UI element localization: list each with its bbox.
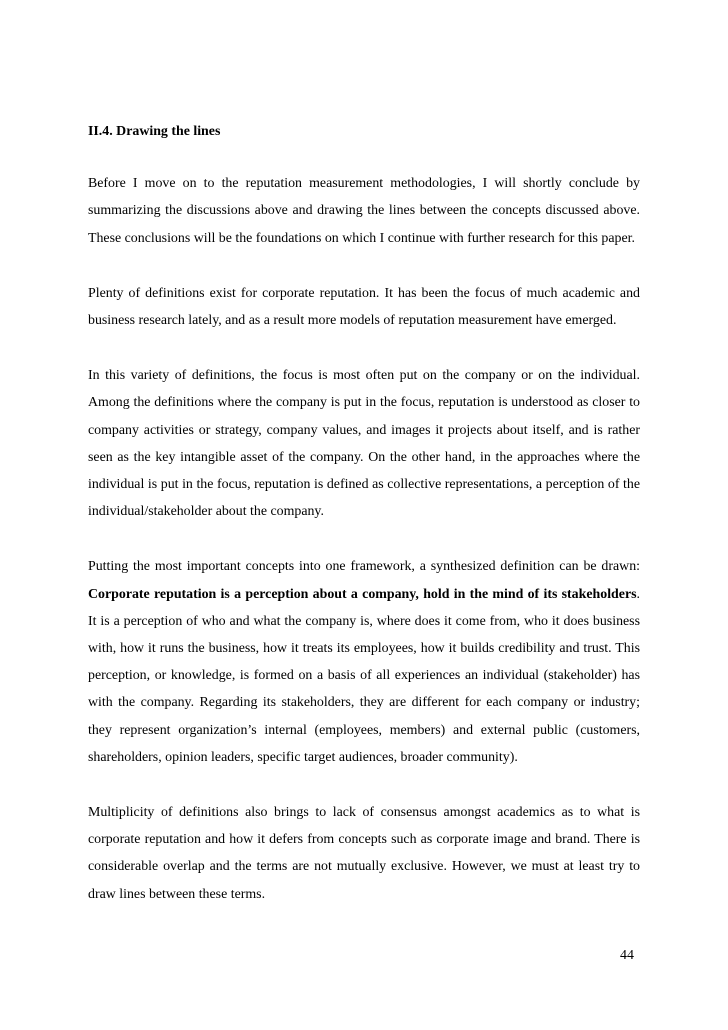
- definition-bold: Corporate reputation is a perception about a company, hold in the mind of its stakeholders: [88, 586, 637, 602]
- paragraph-2: Plenty of definitions exist for corporate reputation. It has been the focus of much academic and business research lately, and as a result more models of reputation measurement have emerged.: [88, 285, 640, 329]
- paragraph-5: Multiplicity of definitions also brings to lack of consensus amongst academics as to what is corporate reputation and how it defers from concepts such as corporate image and brand. There is considerable overlap and the terms are not mutually exclusive. However, we must at least try to draw lines between these terms.: [88, 805, 640, 902]
- section-heading: II.4. Drawing the lines: [88, 124, 221, 139]
- page-content: [88, 118, 640, 936]
- paragraph-4-intro: Putting the most important concepts into one framework, a synthesized definition can be drawn:: [88, 559, 640, 575]
- paragraph-1: Before I move on to the reputation measurement methodologies, I will shortly conclude by summarizing the discussions above and drawing the lines between the concepts discussed above. These conclusions will be the foundations on which I continue with further research for this paper.: [88, 176, 640, 246]
- paragraph-4: [88, 553, 640, 771]
- paragraph-4-rest: . It is a perception of who and what the company is, where does it come from, who it does business with, how it runs the business, how it treats its employees, how it builds credibility and trust. This perception, or knowledge, is formed on a basis of all experiences an individual (stakeholder) has with the company. Regarding its stakeholders, they are different for each company or industry; they represent organization’s internal (employees, members) and external public (customers, shareholders, opinion leaders, specific target audiences, broader community).: [88, 586, 640, 765]
- paragraph-3: In this variety of definitions, the focus is most often put on the company or on the individual. Among the definitions where the company is put in the focus, reputation is understood as closer to company activities or strategy, company values, and images it projects about itself, and is rather seen as the key intangible asset of the company. On the other hand, in the approaches where the individual is put in the focus, reputation is defined as collective representations, a perception of the individual/stakeholder about the company.: [88, 368, 640, 520]
- page-number: 44: [620, 948, 634, 963]
